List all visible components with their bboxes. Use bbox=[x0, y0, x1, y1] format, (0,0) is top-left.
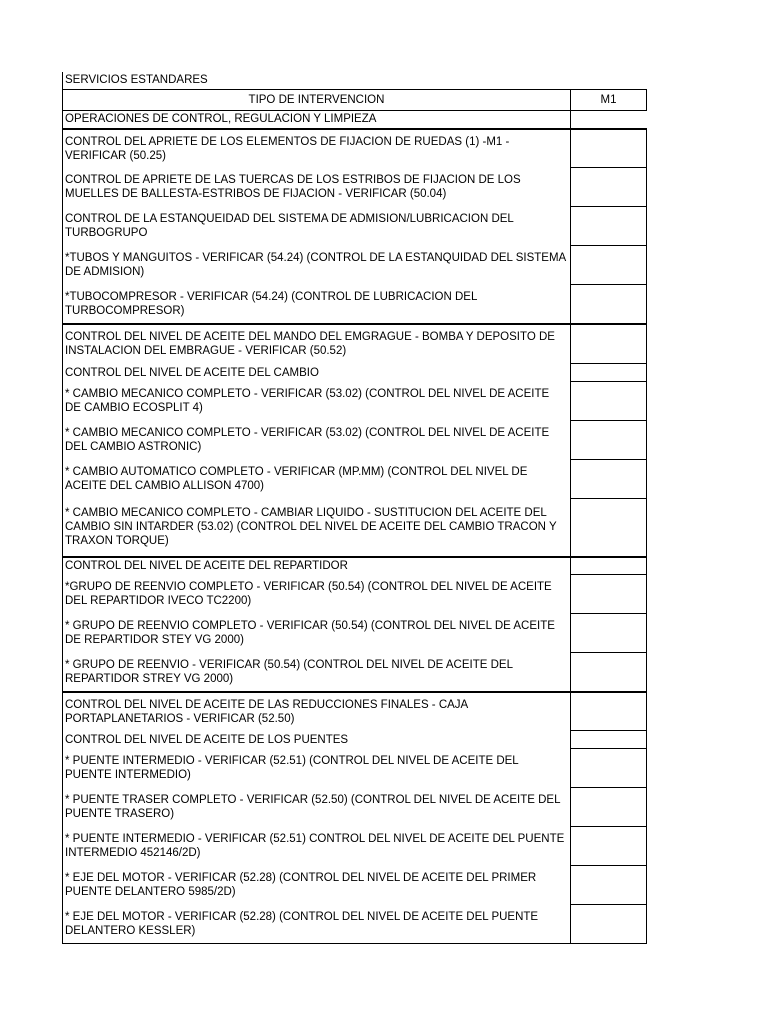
m1-cell[interactable] bbox=[571, 364, 647, 382]
intervention-description: * GRUPO DE REENVIO - VERIFICAR (50.54) (CONTROL DEL NIVEL DE ACEITE DEL REPARTIDOR STREY VG 2000) bbox=[63, 653, 571, 692]
table-row bbox=[63, 731, 647, 749]
intervention-description: * PUENTE TRASER COMPLETO - VERIFICAR (52.50) (CONTROL DEL NIVEL DE ACEITE DEL PUENTE TRASERO) bbox=[63, 788, 571, 827]
table-row bbox=[63, 575, 647, 614]
table-row bbox=[63, 827, 647, 866]
m1-cell[interactable] bbox=[571, 905, 647, 944]
sheet-title: SERVICIOS ESTANDARES bbox=[62, 72, 646, 89]
header-row bbox=[63, 90, 647, 111]
interventions-table bbox=[62, 89, 647, 944]
m1-cell[interactable] bbox=[571, 692, 647, 731]
intervention-description: * PUENTE INTERMEDIO - VERIFICAR (52.51) CONTROL DEL NIVEL DE ACEITE DEL PUENTE INTERMEDIO 452146/2D) bbox=[63, 827, 571, 866]
table-row bbox=[63, 324, 647, 364]
intervention-description: *GRUPO DE REENVIO COMPLETO - VERIFICAR (50.54) (CONTROL DEL NIVEL DE ACEITE DEL REPARTIDOR IVECO TC2200) bbox=[63, 575, 571, 614]
m1-cell[interactable] bbox=[571, 285, 647, 324]
m1-cell[interactable] bbox=[571, 575, 647, 614]
m1-cell[interactable] bbox=[571, 557, 647, 575]
m1-cell[interactable] bbox=[571, 246, 647, 285]
intervention-description: * CAMBIO MECANICO COMPLETO - VERIFICAR (53.02) (CONTROL DEL NIVEL DE ACEITE DE CAMBIO ECOSPLIT 4) bbox=[63, 382, 571, 421]
table-row bbox=[63, 653, 647, 692]
intervention-description: CONTROL DEL NIVEL DE ACEITE DE LAS REDUCCIONES FINALES - CAJA PORTAPLANETARIOS - VERIFICAR (52.50) bbox=[63, 692, 571, 731]
table-row bbox=[63, 749, 647, 788]
m1-cell[interactable] bbox=[571, 499, 647, 557]
table-row bbox=[63, 614, 647, 653]
table-row bbox=[63, 207, 647, 246]
intervention-description: CONTROL DEL NIVEL DE ACEITE DEL REPARTIDOR bbox=[63, 557, 571, 575]
intervention-description: * EJE DEL MOTOR - VERIFICAR (52.28) (CONTROL DEL NIVEL DE ACEITE DEL PRIMER PUENTE DELANTERO 5985/2D) bbox=[63, 866, 571, 905]
m1-cell[interactable] bbox=[571, 827, 647, 866]
intervention-description: CONTROL DE APRIETE DE LAS TUERCAS DE LOS ESTRIBOS DE FIJACION DE LOS MUELLES DE BALLESTA-ESTRIBOS DE FIJACION - VERIFICAR (50.04) bbox=[63, 168, 571, 207]
intervention-description: CONTROL DE LA ESTANQUEIDAD DEL SISTEMA DE ADMISION/LUBRICACION DEL TURBOGRUPO bbox=[63, 207, 571, 246]
header-m1: M1 bbox=[571, 90, 647, 111]
table-row bbox=[63, 129, 647, 168]
m1-cell[interactable] bbox=[571, 168, 647, 207]
table-row bbox=[63, 557, 647, 575]
m1-cell[interactable] bbox=[571, 324, 647, 364]
table-row bbox=[63, 905, 647, 944]
intervention-description: *TUBOCOMPRESOR - VERIFICAR (54.24) (CONTROL DE LUBRICACION DEL TURBOCOMPRESOR) bbox=[63, 285, 571, 324]
table-row bbox=[63, 285, 647, 324]
intervention-description: * GRUPO DE REENVIO COMPLETO - VERIFICAR (50.54) (CONTROL DEL NIVEL DE ACEITE DE REPARTIDOR STEY VG 2000) bbox=[63, 614, 571, 653]
m1-cell[interactable] bbox=[571, 614, 647, 653]
table-row bbox=[63, 460, 647, 499]
table-row bbox=[63, 168, 647, 207]
m1-cell[interactable] bbox=[571, 866, 647, 905]
table-row bbox=[63, 788, 647, 827]
intervention-description: CONTROL DEL NIVEL DE ACEITE DEL MANDO DEL EMGRAGUE - BOMBA Y DEPOSITO DE INSTALACION DEL EMBRAGUE - VERIFICAR (50.52) bbox=[63, 324, 571, 364]
m1-cell[interactable] bbox=[571, 731, 647, 749]
table-row bbox=[63, 499, 647, 557]
m1-cell[interactable] bbox=[571, 207, 647, 246]
m1-cell[interactable] bbox=[571, 749, 647, 788]
intervention-description: *TUBOS Y MANGUITOS - VERIFICAR (54.24) (CONTROL DE LA ESTANQUIDAD DEL SISTEMA DE ADMISION) bbox=[63, 246, 571, 285]
table-row bbox=[63, 364, 647, 382]
intervention-description: CONTROL DEL APRIETE DE LOS ELEMENTOS DE FIJACION DE RUEDAS (1) -M1 - VERIFICAR (50.25) bbox=[63, 129, 571, 168]
table-row bbox=[63, 421, 647, 460]
intervention-description: CONTROL DEL NIVEL DE ACEITE DEL CAMBIO bbox=[63, 364, 571, 382]
section-m1-cell bbox=[571, 111, 647, 129]
m1-cell[interactable] bbox=[571, 653, 647, 692]
table-row bbox=[63, 382, 647, 421]
m1-cell[interactable] bbox=[571, 382, 647, 421]
section-row bbox=[63, 111, 647, 129]
table-row bbox=[63, 866, 647, 905]
m1-cell[interactable] bbox=[571, 460, 647, 499]
spreadsheet bbox=[62, 72, 646, 944]
intervention-description: * CAMBIO AUTOMATICO COMPLETO - VERIFICAR (MP.MM) (CONTROL DEL NIVEL DE ACEITE DEL CAMBIO ALLISON 4700) bbox=[63, 460, 571, 499]
header-tipo-intervencion: TIPO DE INTERVENCION bbox=[63, 90, 571, 111]
table-row bbox=[63, 692, 647, 731]
intervention-description: * EJE DEL MOTOR - VERIFICAR (52.28) (CONTROL DEL NIVEL DE ACEITE DEL PUENTE DELANTERO KESSLER) bbox=[63, 905, 571, 944]
intervention-description: * CAMBIO MECANICO COMPLETO - CAMBIAR LIQUIDO - SUSTITUCION DEL ACEITE DEL CAMBIO SIN INTARDER (53.02) (CONTROL DEL NIVEL DE ACEITE DEL CAMBIO TRACON Y TRAXON TORQUE) bbox=[63, 499, 571, 557]
section-title: OPERACIONES DE CONTROL, REGULACION Y LIMPIEZA bbox=[63, 111, 571, 129]
m1-cell[interactable] bbox=[571, 129, 647, 168]
m1-cell[interactable] bbox=[571, 421, 647, 460]
intervention-description: * CAMBIO MECANICO COMPLETO - VERIFICAR (53.02) (CONTROL DEL NIVEL DE ACEITE DEL CAMBIO ASTRONIC) bbox=[63, 421, 571, 460]
intervention-description: CONTROL DEL NIVEL DE ACEITE DE LOS PUENTES bbox=[63, 731, 571, 749]
table-row bbox=[63, 246, 647, 285]
intervention-description: * PUENTE INTERMEDIO - VERIFICAR (52.51) (CONTROL DEL NIVEL DE ACEITE DEL PUENTE INTERMEDIO) bbox=[63, 749, 571, 788]
m1-cell[interactable] bbox=[571, 788, 647, 827]
